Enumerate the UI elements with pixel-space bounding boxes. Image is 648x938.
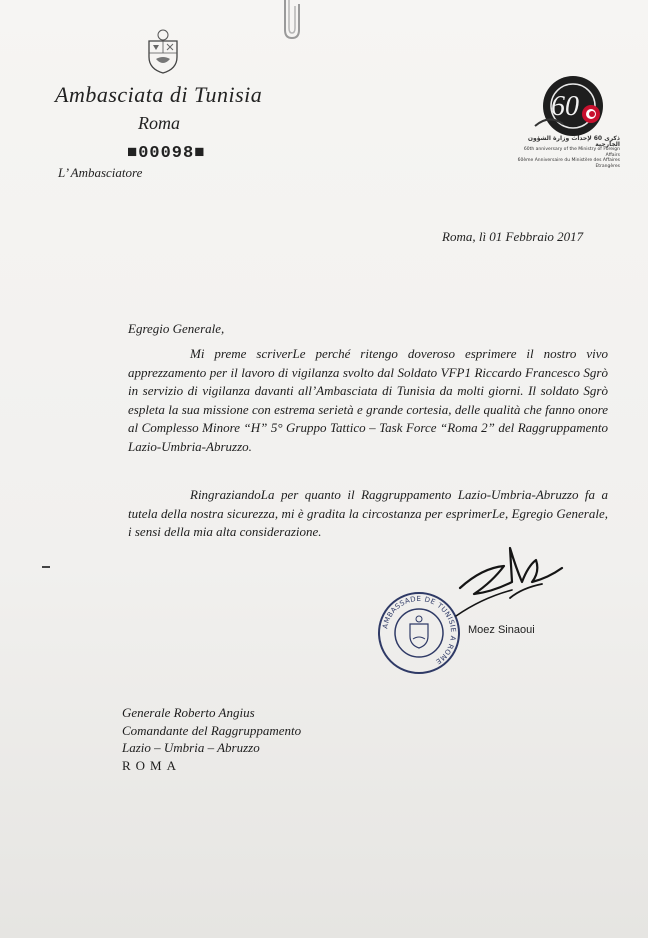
paper-clip-icon <box>279 0 305 42</box>
body-paragraph-1: Mi preme scriverLe perché ritengo doveroso esprimere il nostro vivo apprezzamento per il lavoro di vigilanza svolto dal Soldato VFP1 Riccardo Francesco Sgrò in servizio di vigilanza davanti all’Ambasciata di Tunisia da molti giorni. Il soldato Sgrò espleta la sua missione con estrema serietà e grande cortesia, delle qualità che fanno onore al Complesso Minore “H” 5° Gruppo Tattico – Task Force “Roma 2” del Raggruppamento Lazio-Umbria-Abruzzo. <box>128 346 608 454</box>
anniversary-logo-caption <box>510 136 620 169</box>
stamp-text: AMBASSADE DE TUNISIE A ROME <box>381 594 458 666</box>
anniversary-arabic: ذكرى 60 لإحداث وزارة الشؤون الخارجية <box>527 135 620 148</box>
anniversary-french: 60ème Anniversaire du Ministère des Affaires Etrangères <box>517 158 620 169</box>
handwritten-signature <box>452 538 568 620</box>
anniversary-english: 60th anniversary of the Ministry of Foreign Affairs <box>523 147 620 158</box>
embassy-city: Roma <box>138 113 180 133</box>
recipient-line-2: Comandante del Raggruppamento <box>122 722 302 738</box>
recipient-address <box>122 704 301 774</box>
recipient-line-3: Lazio – Umbria – Abruzzo <box>122 740 260 755</box>
salutation: Egregio Generale, <box>128 321 225 336</box>
svg-text:60: 60 <box>551 91 579 122</box>
embassy-stamp <box>376 590 462 676</box>
letter-date: Roma, lì 01 Febbraio 2017 <box>442 229 584 244</box>
recipient-line-1: Generale Roberto Angius <box>122 705 255 720</box>
tunisia-coat-of-arms-icon <box>143 27 183 75</box>
ambassador-office-label: L’ Ambasciatore <box>58 165 143 180</box>
body-paragraph-2: RingraziandoLa per quanto il Raggruppamento Lazio-Umbria-Abruzzo fa a tutela della nostra sicurezza, mi è gradita la circostanza per esprimerLe, Egregio Generale, i sensi della mia alta considerazione. <box>128 487 608 539</box>
protocol-number: ■00098■ <box>127 144 206 163</box>
signatory-name: Moez Sinaoui <box>468 624 535 636</box>
recipient-line-4: ROMA <box>122 757 182 773</box>
embassy-name: Ambasciata di Tunisia <box>55 82 263 107</box>
svg-text:AMBASSADE DE TUNISIE A ROME <box>381 595 457 666</box>
stray-mark <box>42 566 50 568</box>
